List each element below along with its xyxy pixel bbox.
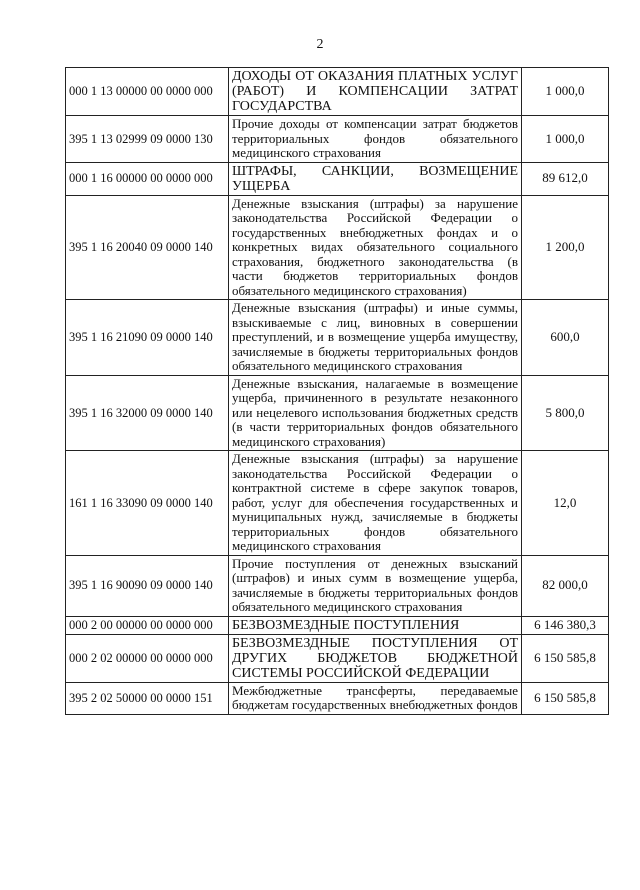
revenue-name-cell: Денежные взыскания (штрафы) за нарушение законодательства Российской Федерации о государственных внебюджетных фондах и о конкретных видах обязательного социального страхования, бюджетного законодательства (в части бюджетов территориальных фондов обязательного медицинского страхования): [229, 195, 522, 300]
amount-cell: 6 146 380,3: [522, 616, 609, 634]
table-body: [66, 68, 609, 715]
table-row: [66, 68, 609, 116]
amount-cell: 1 000,0: [522, 116, 609, 163]
table-row: [66, 162, 609, 195]
revenue-name-cell: ШТРАФЫ, САНКЦИИ, ВОЗМЕЩЕНИЕ УЩЕРБА: [229, 162, 522, 195]
budget-code-cell: 000 2 00 00000 00 0000 000: [66, 616, 229, 634]
budget-code-cell: 395 1 16 32000 09 0000 140: [66, 375, 229, 451]
page-number: 2: [316, 37, 324, 52]
revenue-name-cell: ДОХОДЫ ОТ ОКАЗАНИЯ ПЛАТНЫХ УСЛУГ (РАБОТ) И КОМПЕНСАЦИИ ЗАТРАТ ГОСУДАРСТВА: [229, 68, 522, 116]
amount-cell: 1 000,0: [522, 68, 609, 116]
table-row: [66, 375, 609, 451]
budget-code-cell: 000 1 13 00000 00 0000 000: [66, 68, 229, 116]
table-row: [66, 195, 609, 300]
amount-cell: 12,0: [522, 451, 609, 556]
budget-code-cell: 000 2 02 00000 00 0000 000: [66, 634, 229, 682]
amount-cell: 5 800,0: [522, 375, 609, 451]
amount-cell: 600,0: [522, 300, 609, 376]
budget-code-cell: 000 1 16 00000 00 0000 000: [66, 162, 229, 195]
amount-cell: 82 000,0: [522, 555, 609, 616]
amount-cell: 89 612,0: [522, 162, 609, 195]
budget-code-cell: 161 1 16 33090 09 0000 140: [66, 451, 229, 556]
budget-code-cell: 395 1 16 90090 09 0000 140: [66, 555, 229, 616]
table-row: [66, 616, 609, 634]
revenue-name-cell: Прочие поступления от денежных взысканий (штрафов) и иных сумм в возмещение ущерба, зачисляемые в бюджеты территориальных фондов обязательного медицинского страхования: [229, 555, 522, 616]
table-row: [66, 300, 609, 376]
revenue-name-cell: БЕЗВОЗМЕЗДНЫЕ ПОСТУПЛЕНИЯ ОТ ДРУГИХ БЮДЖЕТОВ БЮДЖЕТНОЙ СИСТЕМЫ РОССИЙСКОЙ ФЕДЕРАЦИИ: [229, 634, 522, 682]
revenue-name-cell: Прочие доходы от компенсации затрат бюджетов территориальных фондов обязательного медицинского страхования: [229, 116, 522, 163]
budget-code-cell: 395 2 02 50000 00 0000 151: [66, 682, 229, 714]
amount-cell: 6 150 585,8: [522, 634, 609, 682]
budget-revenue-table: [65, 67, 609, 715]
revenue-name-cell: Межбюджетные трансферты, передаваемые бюджетам государственных внебюджетных фондов: [229, 682, 522, 714]
revenue-name-cell: БЕЗВОЗМЕЗДНЫЕ ПОСТУПЛЕНИЯ: [229, 616, 522, 634]
amount-cell: 6 150 585,8: [522, 682, 609, 714]
revenue-name-cell: Денежные взыскания (штрафы) за нарушение законодательства Российской Федерации о контрактной системе в сфере закупок товаров, работ, услуг для обеспечения государственных и муниципальных нужд, зачисляемые в бюджеты территориальных фондов обязательного медицинского страхования: [229, 451, 522, 556]
table-row: [66, 116, 609, 163]
table-row: [66, 634, 609, 682]
revenue-name-cell: Денежные взыскания, налагаемые в возмещение ущерба, причиненного в результате незаконного или нецелевого использования бюджетных средств (в части территориальных фондов обязательного медицинского страхования): [229, 375, 522, 451]
amount-cell: 1 200,0: [522, 195, 609, 300]
budget-code-cell: 395 1 13 02999 09 0000 130: [66, 116, 229, 163]
budget-code-cell: 395 1 16 21090 09 0000 140: [66, 300, 229, 376]
revenue-name-cell: Денежные взыскания (штрафы) и иные суммы, взыскиваемые с лиц, виновных в совершении преступлений, и в возмещение ущерба имуществу, зачисляемые в бюджеты территориальных фондов обязательного медицинского страхования: [229, 300, 522, 376]
table-row: [66, 682, 609, 714]
table-row: [66, 555, 609, 616]
budget-code-cell: 395 1 16 20040 09 0000 140: [66, 195, 229, 300]
table-row: [66, 451, 609, 556]
